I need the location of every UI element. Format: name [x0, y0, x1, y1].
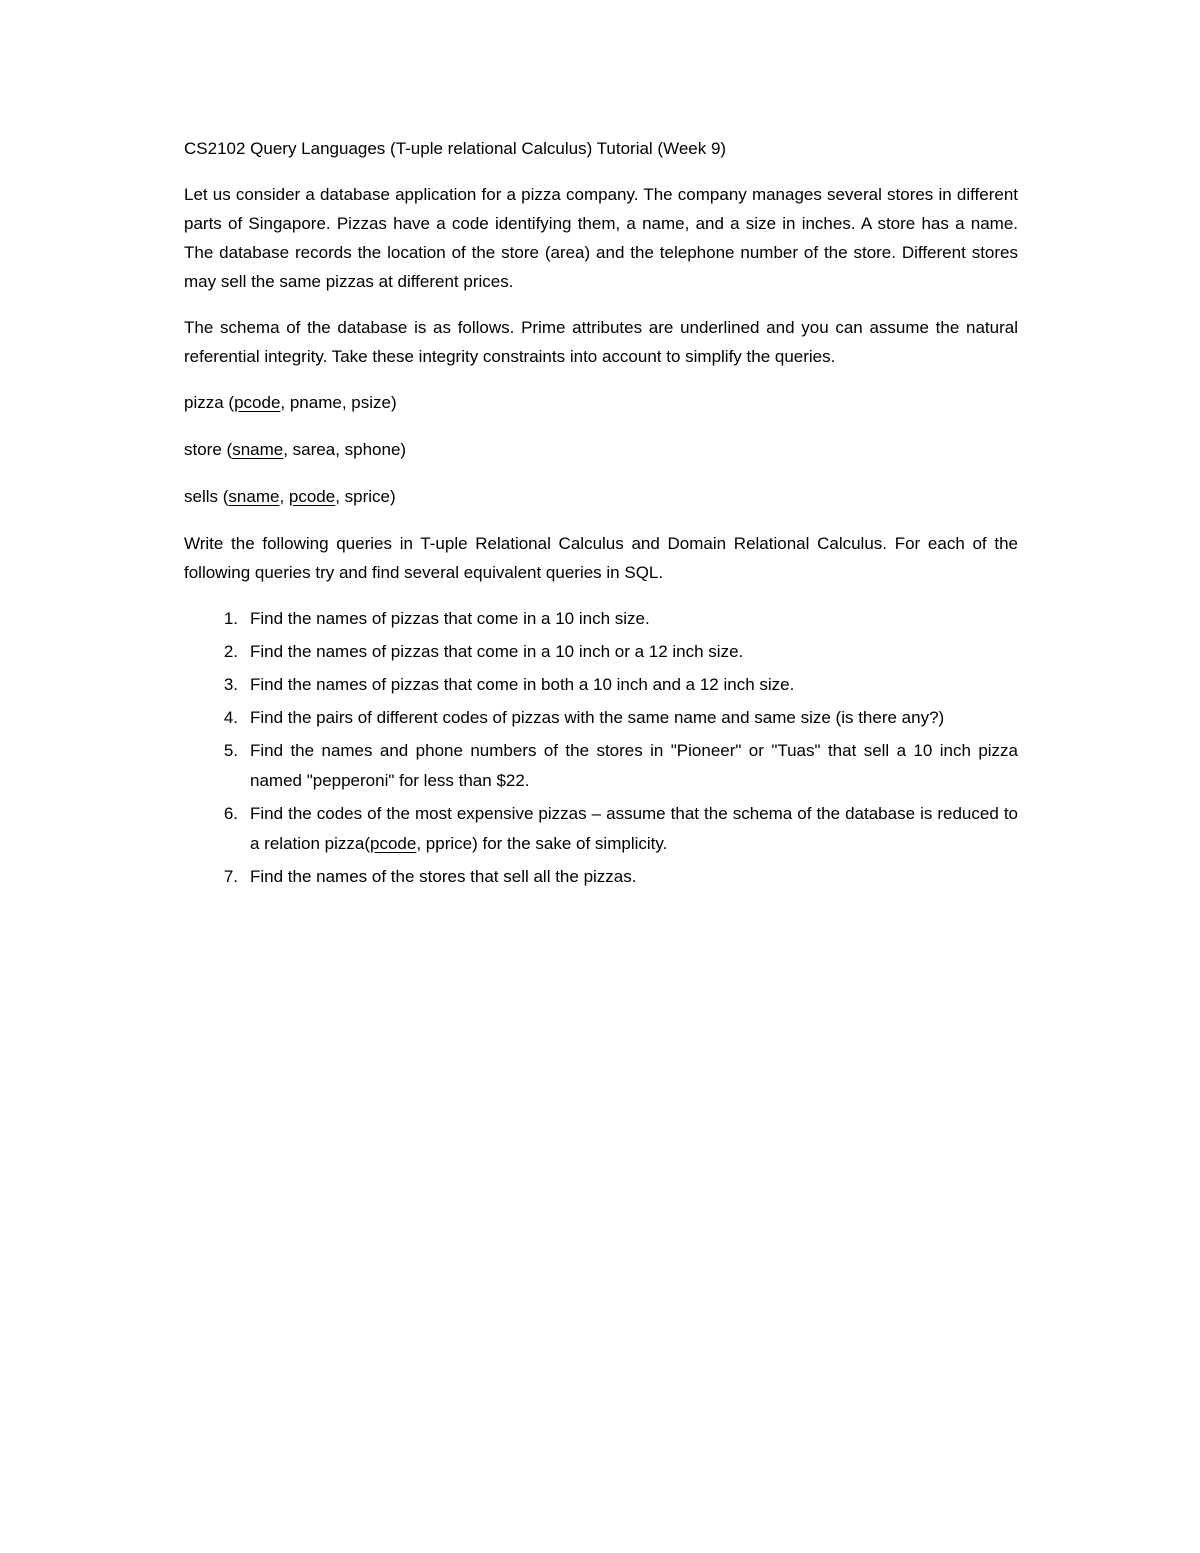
document-title: CS2102 Query Languages (T-uple relational Calculus) Tutorial (Week 9) [184, 139, 727, 158]
query-item [184, 604, 1018, 634]
schema-sells-prefix: sells ( [184, 487, 229, 506]
query-text-before: Find the codes of the most expensive pizzas – assume that the schema of the database is reduced to a relation pizza( [250, 804, 1018, 853]
query-item [184, 799, 1018, 859]
schema-pizza [184, 388, 1018, 417]
schema-sells-sep: , [279, 487, 289, 506]
schema-sells-key-pcode: pcode [288, 487, 336, 506]
query-text: Find the names of pizzas that come in a 10 inch or a 12 inch size. [250, 642, 744, 661]
query-text-after: , pprice) for the sake of simplicity. [416, 834, 668, 853]
document-body [184, 134, 1018, 895]
query-item [184, 862, 1018, 892]
query-text: Find the names of pizzas that come in both a 10 inch and a 12 inch size. [250, 675, 795, 694]
query-number: 1. [223, 609, 238, 628]
query-text: Find the names of pizzas that come in a 10 inch size. [250, 609, 650, 628]
instructions-paragraph: Write the following queries in T-uple Relational Calculus and Domain Relational Calculus. For each of the following queries try and find several equivalent queries in SQL. [184, 534, 1018, 582]
query-number: 7. [223, 867, 238, 886]
query-text: Find the names of the stores that sell all the pizzas. [250, 867, 637, 886]
schema-sells [184, 482, 1018, 511]
schema-store-key-sname: sname [232, 440, 284, 459]
intro-paragraph: Let us consider a database application for a pizza company. The company manages several stores in different parts of Singapore. Pizzas have a code identifying them, a name, and a size in inches. A store has a name. The database records the location of the store (area) and the telephone number of the store. Different stores may sell the same pizzas at different prices. [184, 185, 1018, 291]
query-item [184, 670, 1018, 700]
schema-pizza-key-pcode: pcode [234, 393, 281, 412]
query-number: 4. [223, 708, 238, 727]
query-number: 5. [223, 741, 238, 760]
schema-sells-rest: , sprice) [335, 487, 396, 506]
schema-store-rest: , sarea, sphone) [283, 440, 407, 459]
query-number: 6. [223, 804, 238, 823]
schema-intro-paragraph: The schema of the database is as follows. Prime attributes are underlined and you can assume the natural referential integrity. Take these integrity constraints into account to simplify the queries. [184, 318, 1018, 366]
query-number: 3. [223, 675, 238, 694]
query-item [184, 703, 1018, 733]
query-list [184, 604, 1018, 892]
query-text: Find the names and phone numbers of the stores in "Pioneer" or "Tuas" that sell a 10 inch pizza named "pepperoni" for less than $22. [250, 741, 1018, 790]
query-number: 2. [223, 642, 238, 661]
query-text: Find the pairs of different codes of pizzas with the same name and same size (is there any?) [250, 708, 945, 727]
schema-pizza-prefix: pizza ( [184, 393, 235, 412]
schema-store-prefix: store ( [184, 440, 233, 459]
schema-pizza-rest: , pname, psize) [280, 393, 397, 412]
query-item [184, 736, 1018, 796]
schema-store [184, 435, 1018, 464]
schema-sells-key-sname: sname [228, 487, 280, 506]
query-key-pcode: pcode [370, 834, 417, 853]
query-item [184, 637, 1018, 667]
